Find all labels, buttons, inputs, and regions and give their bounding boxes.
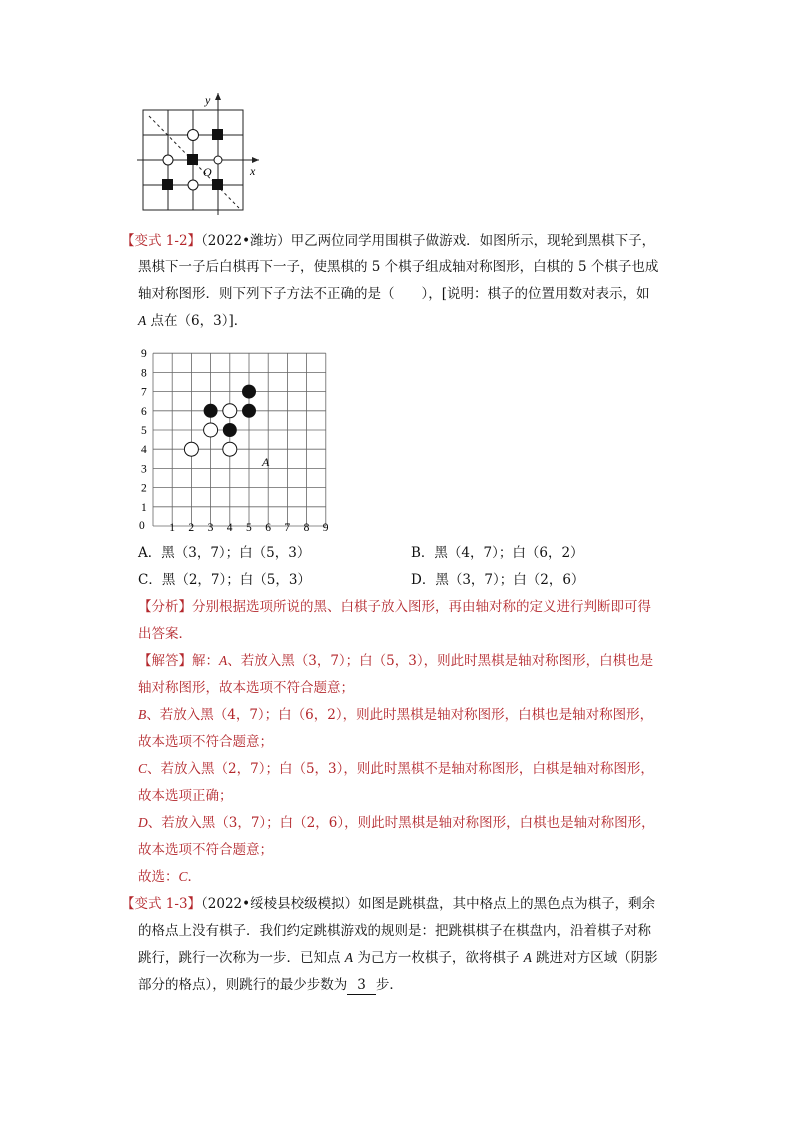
solution-label-a: A <box>219 653 228 668</box>
q13-line1: （2022•绥棱县校级模拟）如图是跳棋盘，其中格点上的黑色点为棋子，剩余 <box>201 896 656 912</box>
y-tick-label: 2 <box>141 482 147 495</box>
q13-line4-end: 步． <box>375 977 403 993</box>
solution-line1: 、若放入黑（3，7）；白（5，3），则此时黑棋是轴对称图形，白棋也是 <box>227 653 654 669</box>
black-square <box>187 154 198 165</box>
y-tick-label: 8 <box>141 367 147 380</box>
q13-line4: 部分的格点），则跳行的最少步数为 <box>138 977 348 993</box>
solution-line5: 、若放入黑（2，7）；白（5，3），则此时黑棋不是轴对称图形，白棋是轴对称图形， <box>147 761 654 777</box>
x-tick-label: 1 <box>169 522 175 534</box>
white-stone <box>188 180 198 190</box>
solution-line2: 轴对称图形，故本选项不符合题意； <box>138 680 354 696</box>
choice-end: ． <box>187 869 202 885</box>
x-tick-label: 0 <box>139 520 145 532</box>
black-stone <box>242 385 256 399</box>
answer-blank: 3 <box>347 976 376 995</box>
q13-tag: 【变式 1-3】 <box>121 896 202 912</box>
white-stone <box>223 442 237 456</box>
solution-line8: 故本选项不符合题意； <box>138 842 273 858</box>
solution-line6: 故本选项正确； <box>138 788 233 804</box>
analysis-tag: 【分析】 <box>138 599 192 615</box>
analysis-line2: 出答案． <box>138 626 192 642</box>
y-tick-label: 7 <box>141 386 147 399</box>
choice-letter: C <box>178 869 188 884</box>
q12-line1: （2022•潍坊）甲乙两位同学用围棋子做游戏．如图所示，现轮到黑棋下子， <box>201 233 656 249</box>
q13-line2: 的格点上没有棋子．我们约定跳棋游戏的规则是：把跳棋棋子在棋盘内，沿着棋子对称 <box>138 923 651 939</box>
black-square <box>212 129 223 140</box>
q13-line3-a: 跳行，跳行一次称为一步．已知点 <box>138 950 345 966</box>
y-tick-label: 1 <box>141 501 147 514</box>
q12-line2: 黑棋下一子后白棋再下一子，使黑棋的 5 个棋子组成轴对称图形，白棋的 5 个棋子也成 <box>138 259 659 275</box>
y-tick-label: 5 <box>141 425 147 437</box>
figure-go-board <box>130 338 340 538</box>
q13-line3-c: 为己方一枚棋子，欲将棋子 <box>353 950 524 966</box>
choice-prefix: 故选： <box>138 869 179 885</box>
q12-line4: 点在（6，3）]． <box>146 313 248 329</box>
x-tick-label: 3 <box>207 522 214 534</box>
black-square <box>212 179 223 190</box>
y-axis-arrow <box>215 93 221 100</box>
white-stone <box>223 404 237 418</box>
black-stone <box>204 404 218 418</box>
y-tick-label: 9 <box>141 348 147 361</box>
y-tick-label: 3 <box>141 463 147 476</box>
x-axis-arrow <box>252 157 259 163</box>
black-stone <box>242 404 256 418</box>
q12-point-a: A <box>138 313 147 328</box>
point-a-label: A <box>262 455 270 469</box>
option-c: C．黑（2，7）；白（5，3） <box>138 572 311 588</box>
x-tick-label: 2 <box>188 522 195 534</box>
black-square <box>162 179 173 190</box>
figure-axes-board <box>135 90 265 215</box>
x-tick-label: 5 <box>246 522 252 534</box>
solution-line4: 故本选项不符合题意； <box>138 734 273 750</box>
solution-prefix: 解： <box>192 653 219 669</box>
black-stone <box>223 423 237 437</box>
white-stone <box>163 155 173 165</box>
x-tick-label: 8 <box>303 522 310 534</box>
white-stone <box>204 423 218 437</box>
origin-label: O <box>203 165 212 179</box>
solution-label-b: B <box>138 707 147 722</box>
solution-line7: 、若放入黑（3，7）；白（2，6），则此时黑棋是轴对称图形，白棋也是轴对称图形， <box>147 815 655 831</box>
q13-point-a: A <box>344 950 354 965</box>
q13-line3-e: 跳进对方区域（阴影 <box>531 950 658 966</box>
solution-tag: 【解答】 <box>138 653 192 669</box>
option-d: D．黑（3，7）；白（2，6） <box>411 572 585 588</box>
white-stone <box>214 156 222 164</box>
solution-label-c: C <box>138 761 148 776</box>
solution-line3: 、若放入黑（4，7）；白（6，2），则此时黑棋是轴对称图形，白棋也是轴对称图形， <box>146 707 654 723</box>
y-tick-label: 6 <box>141 405 147 418</box>
x-tick-label: 4 <box>226 522 233 534</box>
q12-line3: 轴对称图形．则下列下子方法不正确的是（ ），[说明：棋子的位置用数对表示，如 <box>138 286 650 302</box>
y-tick-label: 4 <box>141 444 147 457</box>
y-axis-label: y <box>205 93 211 107</box>
option-b: B．黑（4，7）；白（6，2） <box>411 545 584 561</box>
q13-point-a-2: A <box>523 950 532 965</box>
q12-tag: 【变式 1-2】 <box>121 233 202 249</box>
x-tick-label: 9 <box>322 522 329 534</box>
white-stone <box>184 442 198 456</box>
option-a: A．黑（3，7）；白（5，3） <box>138 545 311 561</box>
solution-label-d: D <box>138 815 148 830</box>
analysis-line1: 分别根据选项所说的黑、白棋子放入图形，再由轴对称的定义进行判断即可得 <box>192 599 651 615</box>
white-stone <box>188 130 199 141</box>
x-tick-label: 7 <box>284 522 291 534</box>
x-axis-label: x <box>250 164 256 178</box>
x-tick-label: 6 <box>265 522 271 534</box>
